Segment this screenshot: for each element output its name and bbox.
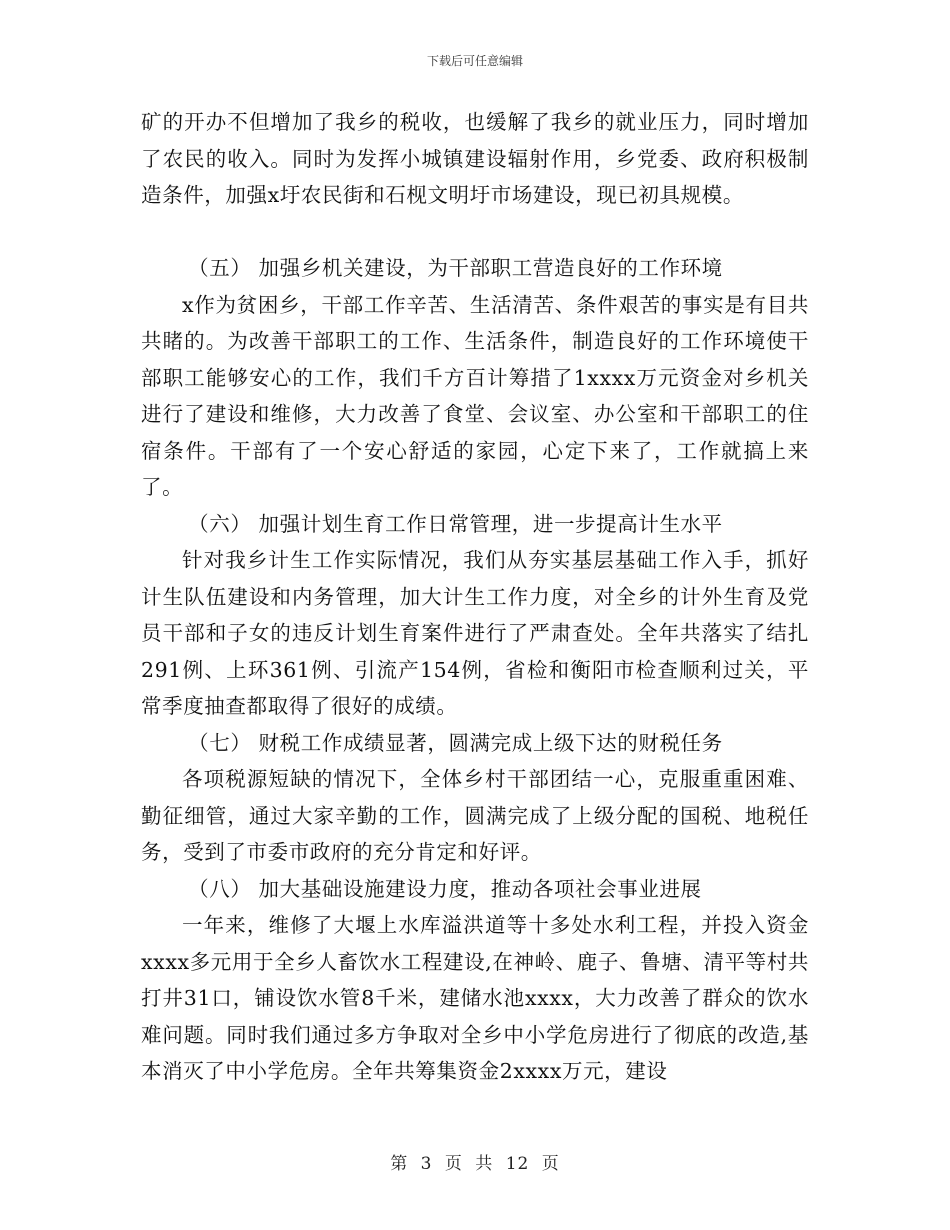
section-heading-6: （六） 加强计划生育工作日常管理，进一步提高计生水平 bbox=[188, 511, 723, 536]
paragraph-infrastructure: 一年来，维修了大堰上水库溢洪道等十多处水利工程，并投入资金xxxx多元用于全乡人畜饮水工程建设,在神岭、鹿子、鲁塘、清平等村共打井31口，铺设饮水管8千米，建储水池xxxx，大力改善了群众的饮水难问题。同时我们通过多方争取对全乡中小学危房进行了彻底的改造,基本消灭了中小学危房。全年共筹集资金2xxxx万元，建设 bbox=[141, 913, 809, 1083]
section-heading-5: （五） 加强乡机关建设，为干部职工营造良好的工作环境 bbox=[188, 256, 723, 280]
page-header: 下载后可任意编辑 bbox=[426, 54, 523, 68]
section-heading-7: （七） 财税工作成绩显著，圆满完成上级下达的财税任务 bbox=[188, 730, 723, 755]
paragraph-mining-revenue: 矿的开办不但增加了我乡的税收，也缓解了我乡的就业压力，同时增加了农民的收入。同时为发挥小城镇建设辐射作用，乡党委、政府积极制造条件，加强x圩农民街和石枧文明圩市场建设，现已初具规模。 bbox=[141, 110, 809, 207]
section-heading-8: （八） 加大基础设施建设力度，推动各项社会事业进展 bbox=[188, 876, 702, 901]
page-footer bbox=[0, 1154, 950, 1174]
paragraph-office-construction: x作为贫困乡，干部工作辛苦、生活清苦、条件艰苦的事实是有目共共睹的。为改善干部职工的工作、生活条件，制造良好的工作环境使干部职工能够安心的工作，我们千方百计筹措了1xxxx万元资金对乡机关进行了建设和维修，大力改善了食堂、会议室、办公室和干部职工的住宿条件。干部有了一个安心舒适的家园，心定下来了，工作就搞上来了。 bbox=[141, 292, 809, 499]
footer-total-pages: 12 bbox=[505, 1154, 530, 1174]
footer-label-page: 第 bbox=[390, 1154, 409, 1174]
footer-label-total: 共 bbox=[475, 1154, 494, 1174]
document-body bbox=[141, 104, 809, 1090]
paragraph-spacer bbox=[141, 214, 809, 251]
paragraph-finance-tax: 各项税源短缺的情况下，全体乡村干部团结一心，克服重重困难、勤征细管，通过大家辛勤的工作，圆满完成了上级分配的国税、地税任务，受到了市委市政府的充分肯定和好评。 bbox=[141, 767, 809, 864]
footer-current-page: 3 bbox=[420, 1154, 433, 1174]
footer-label-total-unit: 页 bbox=[541, 1154, 560, 1174]
footer-label-page-unit: 页 bbox=[444, 1154, 463, 1174]
paragraph-family-planning: 针对我乡计生工作实际情况，我们从夯实基层基础工作入手，抓好计生队伍建设和内务管理，加大计生工作力度，对全乡的计外生育及党员干部和子女的违反计划生育案件进行了严肃查处。全年共落实了结扎291例、上环361例、引流产154例，省检和衡阳市检查顺利过关，平常季度抽查都取得了很好的成绩。 bbox=[141, 548, 809, 718]
